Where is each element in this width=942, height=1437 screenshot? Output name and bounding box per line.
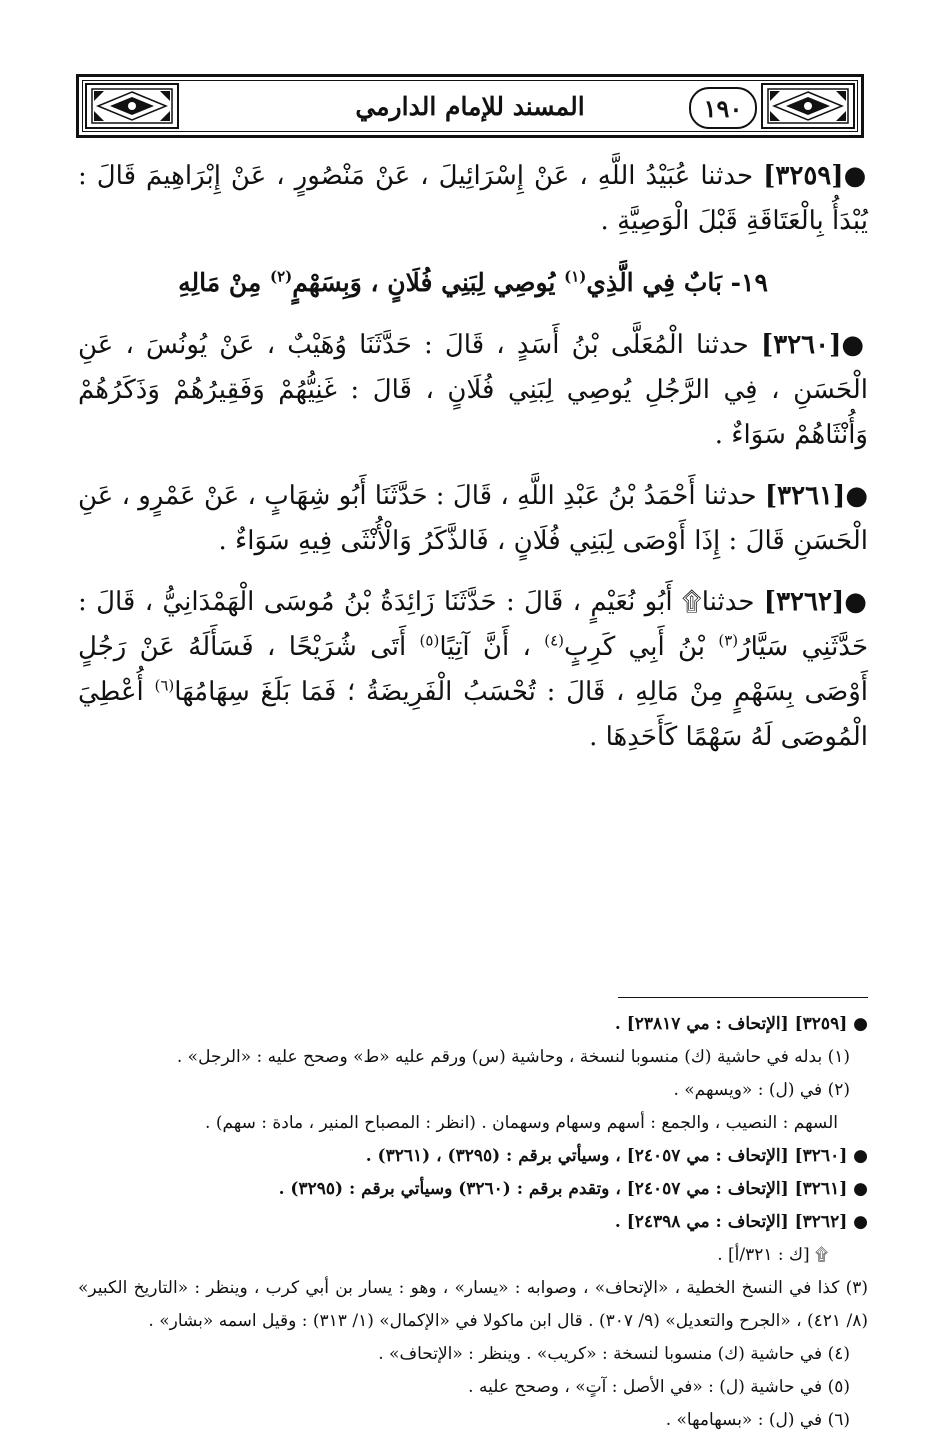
hadith-number: [٣٢٥٩] [763, 161, 844, 191]
footnote-1: (١) بدله في حاشية (ك) منسوبا لنسخة ، وحاشية (س) ورقم عليه «ط» وصحح عليه : «الرجل» . [176, 1047, 850, 1067]
hadith-text-part: أَتَى شُرَيْحًا ، فَسَأَلَهُ عَنْ رَجُلٍ أَوْصَى بِسَهْمٍ مِنْ مَالِهِ ، قَالَ : تُحْسَبُ الْفَرِيضَةُ ؛ فَمَا بَلَغَ سِهَامُهَا [78, 632, 868, 707]
hadith-text-part: أَبُو نُعَيْمٍ ، قَالَ : حَدَّثَنَا زَائِدَةُ بْنُ مُوسَى الْهَمْدَانِيُّ ، قَالَ : حَدَّثَنِي سَيَّارُ [78, 587, 869, 662]
footnote-ref-3261: ● [٣٢٦١] [الإتحاف : مي ٢٤٠٥٧] ، وتقدم برقم : (٣٢٦٠) وسيأتي برقم : (٣٢٩٥) . [278, 1179, 868, 1199]
hadith-text: حدثنا أَحْمَدُ بْنُ عَبْدِ اللَّهِ ، قَالَ : حَدَّثَنَا أَبُو شِهَابٍ ، عَنْ عَمْرٍو ، عَنِ الْحَسَنِ قَالَ : إِذَا أَوْصَى لِبَنِي فُلَانٍ ، فَالذَّكَرُ وَالْأُنْثَى فِيهِ سَوَاءٌ . [78, 481, 868, 556]
hadith-3262 [78, 580, 868, 760]
hadith-3261 [78, 474, 868, 564]
footnote-ref-3260: ● [٣٢٦٠] [الإتحاف : مي ٢٤٠٥٧] ، وسيأتي برقم : (٣٢٩٥) ، (٣٢٦١) . [365, 1146, 868, 1166]
ornament-left-icon [85, 83, 179, 129]
footnote-5: (٥) في حاشية (ل) : «في الأصل : آتٍ» ، وصحح عليه . [468, 1377, 850, 1397]
bullet-icon: ● [843, 161, 868, 191]
footnote-2: (٢) في (ل) : «ويسهم» . [673, 1080, 850, 1100]
footnote-ref-3259: ● [٣٢٥٩] [الإتحاف : مي ٢٣٨١٧] . [614, 1014, 868, 1034]
hadith-number: [٣٢٦١] [764, 481, 846, 511]
hadith-text-part: أُعْطِيَ الْمُوصَى لَهُ سَهْمًا كَأَحَدِهَا . [78, 677, 868, 752]
chapter-prefix: ١٩- بَابٌ فِي الَّذِي [586, 268, 768, 297]
footnote-marker: (٦) [154, 676, 175, 695]
page-number: ١٩٠ [689, 87, 757, 129]
bullet-icon: ● [845, 481, 869, 511]
chapter-suffix: مِنْ مَالِهِ [178, 268, 262, 297]
footnotes [78, 1008, 868, 1437]
footnote-marker: (٢) [270, 267, 293, 286]
hadith-text: حدثنا الْمُعَلَّى بْنُ أَسَدٍ ، قَالَ : حَدَّثَنَا وُهَيْبٌ ، عَنْ يُونُسَ ، عَنِ الْحَسَنِ ، فِي الرَّجُلِ يُوصِي لِبَنِي فُلَانٍ ، قَالَ : غَنِيُّهُمْ وَفَقِيرُهُمْ وَذَكَرُهُمْ وَأُنْثَاهُمْ سَوَاءٌ . [78, 330, 868, 450]
hadith-number: [٣٢٦٠] [760, 330, 842, 360]
bullet-icon: ● [844, 587, 869, 617]
hadith-text-part: حدثنا [701, 587, 755, 617]
ornament-right-icon [761, 83, 855, 129]
footnote-ref-3262: ● [٣٢٦٢] [الإتحاف : مي ٢٤٣٩٨] . [614, 1212, 868, 1232]
footnote-marker: (٤) [544, 631, 565, 650]
footnote-6: (٦) في (ل) : «بسهامها» . [665, 1410, 850, 1430]
hadith-text: حدثنا عُبَيْدُ اللَّهِ ، عَنْ إِسْرَائِيلَ ، عَنْ مَنْصُورٍ ، عَنْ إِبْرَاهِيمَ قَالَ : يُبْدَأُ بِالْعَتَاقَةِ قَبْلَ الْوَصِيَّةِ . [78, 161, 868, 236]
running-header [76, 74, 864, 138]
footnote-3: (٣) كذا في النسخ الخطية ، «الإتحاف» ، وصوابه : «يسار» ، وهو : يسار بن أبي كرب ، وينظر : «التاريخ الكبير» (٨/ ٤٢١) ، «الجرح والتعديل» (٩/ ٣٠٧) . قال ابن ماكولا في «الإكمال» (١/ ٣١٣) : وقيل اسمه «بشار» . [78, 1278, 868, 1331]
manuscript-mark-icon: ۩ [681, 587, 702, 617]
footnote-manuscript-folio: ۩ [ك : ٣٢١/أ] . [717, 1245, 828, 1265]
hadith-text-part: بْنُ أَبِي كَرِبٍ [564, 632, 706, 662]
hadith-3259 [78, 154, 868, 244]
hadith-3260 [78, 323, 868, 458]
footnote-sahm: السهم : النصيب ، والجمع : أسهم وسهام وسهمان . (انظر : المصباح المنير ، مادة : سهم) . [205, 1113, 838, 1133]
chapter-heading [78, 260, 868, 305]
footnote-marker: (١) [564, 267, 587, 286]
main-text [78, 154, 868, 776]
footnote-marker: (٣) [718, 631, 739, 650]
hadith-text-part: ، أَنَّ آتِيًا [439, 632, 531, 662]
footnote-separator [618, 997, 868, 998]
hadith-number: [٣٢٦٢] [763, 587, 845, 617]
footnote-marker: (٥) [419, 631, 440, 650]
footnote-4: (٤) في حاشية (ك) منسوبا لنسخة : «كريب» . وينظر : «الإتحاف» . [378, 1344, 850, 1364]
header-title: المسند للإمام الدارمي [355, 91, 585, 121]
chapter-middle: يُوصِي لِبَنِي فُلَانٍ ، وَبِسَهْمٍ [292, 268, 556, 297]
bullet-icon: ● [841, 330, 869, 360]
